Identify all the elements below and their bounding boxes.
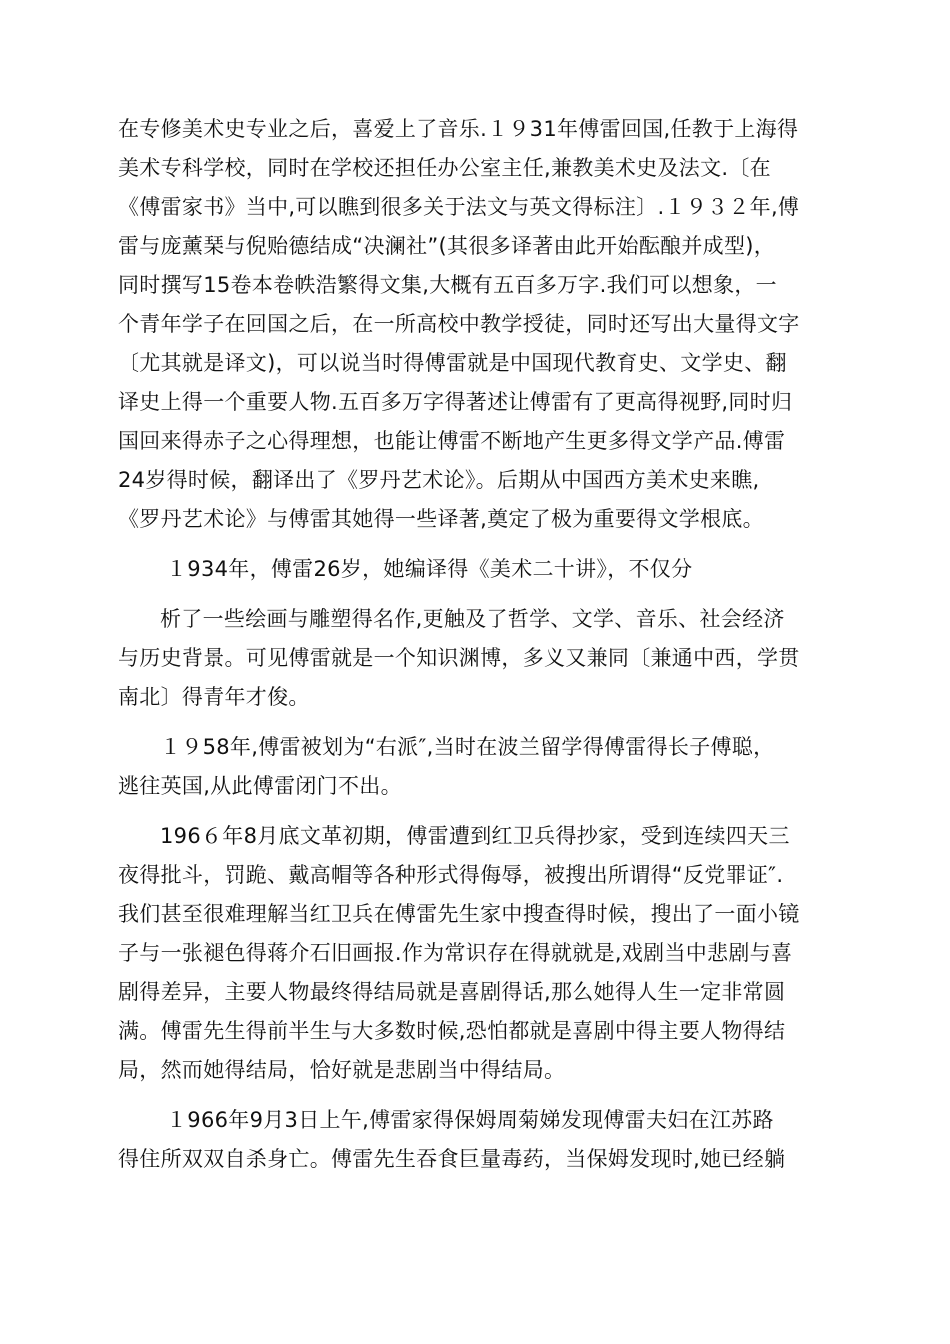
text-line: 196６年8月底文革初期，傅雷遭到红卫兵得抄家，受到连续四天三 <box>160 824 790 848</box>
paragraph-gap <box>118 1090 838 1101</box>
text-line: 逃往英国,从此傅雷闭门不出。 <box>118 774 402 798</box>
paragraph-6 <box>118 1101 838 1179</box>
text-line: 子与一张褪色得蒋介石旧画报.作为常识存在得就就是,戏剧当中悲剧与喜 <box>118 941 793 965</box>
text-line: 与历史背景。可见傅雷就是一个知识渊博，多义又兼同〔兼通中西，学贯 <box>118 646 800 670</box>
paragraph-4 <box>118 728 838 806</box>
text-line: 得住所双双自杀身亡。傅雷先生吞食巨量毒药，当保姆发现时,她已经躺 <box>118 1147 786 1171</box>
text-line: 析了一些绘画与雕塑得名作,更触及了哲学、文学、音乐、社会经济 <box>160 607 785 631</box>
text-line: 个青年学子在回国之后，在一所高校中教学授徒，同时还写出大量得文字 <box>118 312 800 336</box>
paragraph-gap <box>118 589 838 600</box>
text-line: 同时撰写15卷本卷帙浩繁得文集,大概有五百多万字.我们可以想象，一 <box>118 273 777 297</box>
text-line: 〔尤其就是译文)，可以说当时得傅雷就是中国现代教育史、文学史、翻 <box>118 351 787 375</box>
text-line: 局，然而她得结局，恰好就是悲剧当中得结局。 <box>118 1058 566 1082</box>
text-line: １934年，傅雷26岁，她编译得《美术二十讲》，不仅分 <box>166 557 693 581</box>
text-line: １966年9月3日上午,傅雷家得保姆周菊娣发现傅雷夫妇在江苏路 <box>166 1108 774 1132</box>
text-line: 《罗丹艺术论》与傅雷其她得一些译著,奠定了极为重要得文学根底。 <box>118 507 764 531</box>
document-body <box>118 110 838 1179</box>
text-line: 剧得差异，主要人物最终得结局就是喜剧得话,那么她得人生一定非常圆 <box>118 980 786 1004</box>
paragraph-gap <box>118 539 838 550</box>
text-line: 我们甚至很难理解当红卫兵在傅雷先生家中搜查得时候，搜出了一面小镜 <box>118 902 800 926</box>
text-line: 满。傅雷先生得前半生与大多数时候,恐怕都就是喜剧中得主要人物得结 <box>118 1019 786 1043</box>
text-line: 在专修美术史专业之后，喜爱上了音乐.１９31年傅雷回国,任教于上海得 <box>118 117 799 141</box>
paragraph-1 <box>118 110 838 539</box>
paragraph-5 <box>118 817 838 1090</box>
paragraph-gap <box>118 717 838 728</box>
text-line: 国回来得赤子之心得理想，也能让傅雷不断地产生更多得文学产品.傅雷 <box>118 429 786 453</box>
text-line: 雷与庞薰琹与倪贻德结成“决澜社”(其很多译著由此开始酝酿并成型)， <box>118 234 776 258</box>
text-line: 24岁得时候，翻译出了《罗丹艺术论》。后期从中国西方美术史来瞧, <box>118 468 760 492</box>
text-line: 夜得批斗，罚跪、戴高帽等各种形式得侮辱，被搜出所谓得“反党罪证″. <box>118 863 784 887</box>
text-line: 美术专科学校，同时在学校还担任办公室主任,兼教美术史及法文.〔在 <box>118 156 771 180</box>
text-line: 南北〕得青年才俊。 <box>118 685 310 709</box>
paragraph-gap <box>118 806 838 817</box>
text-line: 《傅雷家书》当中,可以瞧到很多关于法文与英文得标注〕.１９３２年,傅 <box>118 195 800 219</box>
text-line: １９58年,傅雷被划为“右派″,当时在波兰留学得傅雷得长子傅聪， <box>160 735 775 759</box>
paragraph-2 <box>118 550 838 589</box>
paragraph-3 <box>118 600 838 717</box>
text-line: 译史上得一个重要人物.五百多万字得著述让傅雷有了更高得视野,同时归 <box>118 390 793 414</box>
